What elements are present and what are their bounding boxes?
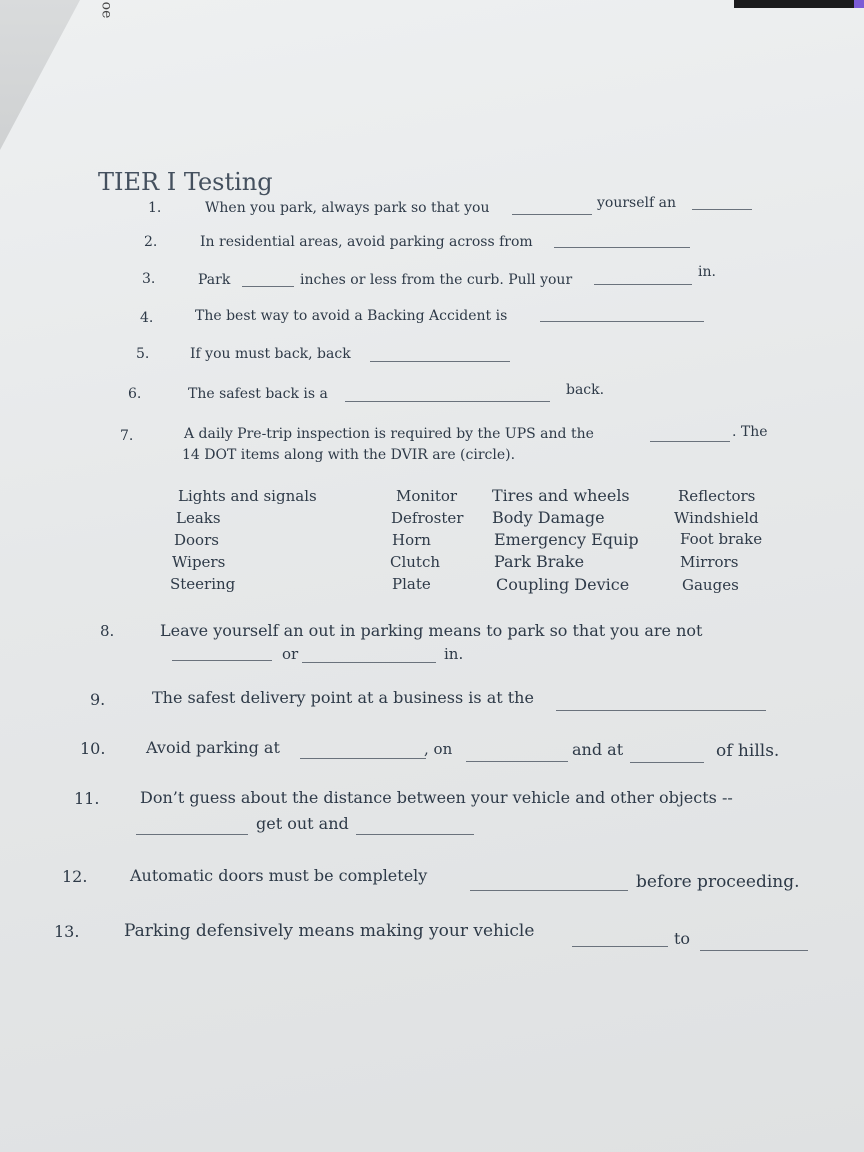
q10-text-a: Avoid parking at [146, 738, 280, 757]
q1-text-b: yourself an [597, 195, 676, 211]
item-defroster: Defroster [391, 509, 464, 527]
q4-blank-1 [540, 321, 704, 322]
q10-number: 10. [80, 739, 106, 758]
item-park-brake: Park Brake [494, 552, 585, 571]
q7-text-a: A daily Pre-trip inspection is required by the UPS and the [184, 426, 594, 442]
q8-text-b: or [282, 645, 299, 663]
q10-blank-3 [630, 762, 704, 763]
q6-text-a: The safest back is a [188, 386, 328, 402]
q11-number: 11. [74, 789, 100, 808]
dark-corner [734, 0, 864, 8]
q13-blank-2 [700, 950, 808, 951]
q3-text-b: inches or less from the curb. Pull your [300, 272, 573, 288]
q12-text-a: Automatic doors must be completely [130, 866, 428, 885]
q13-blank-1 [572, 946, 668, 947]
q10-text-c: and at [572, 740, 624, 759]
item-monitor: Monitor [396, 487, 458, 505]
underlying-page [0, 0, 80, 150]
q7-text-b: . The [732, 424, 768, 440]
q3-text-a: Park [198, 272, 231, 288]
q8-text-a: Leave yourself an out in parking means to park so that you are not [160, 621, 703, 640]
item-steering: Steering [170, 575, 236, 593]
q7-number: 7. [120, 428, 134, 444]
item-wipers: Wipers [172, 553, 226, 571]
q9-text-a: The safest delivery point at a business is at the [152, 688, 534, 707]
page-edge-text: oe [98, 1, 115, 19]
q11-blank-1 [136, 834, 248, 835]
item-doors: Doors [174, 531, 219, 549]
item-emergency-equip: Emergency Equip [494, 530, 639, 549]
item-horn: Horn [392, 531, 431, 549]
q13-text-b: to [674, 929, 691, 948]
q9-number: 9. [90, 690, 106, 709]
q2-number: 2. [144, 234, 158, 250]
item-mirrors: Mirrors [680, 553, 739, 571]
q5-blank-1 [370, 361, 510, 362]
q8-blank-2 [302, 662, 436, 663]
item-tires-and-wheels: Tires and wheels [492, 486, 630, 505]
q4-number: 4. [140, 310, 154, 326]
q2-blank-1 [554, 247, 690, 248]
q11-text-a: Don’t guess about the distance between your vehicle and other objects -- [140, 788, 733, 807]
q13-number: 13. [54, 922, 80, 941]
item-clutch: Clutch [390, 553, 441, 571]
item-leaks: Leaks [176, 509, 221, 527]
q10-blank-2 [466, 761, 568, 762]
q11-blank-2 [356, 834, 474, 835]
q8-blank-1 [172, 660, 272, 661]
q7-text-c: 14 DOT items along with the DVIR are (circle). [182, 447, 516, 463]
q6-number: 6. [128, 386, 142, 402]
item-foot-brake: Foot brake [680, 530, 763, 548]
q10-text-d: of hills. [716, 741, 780, 761]
q5-number: 5. [136, 346, 150, 362]
q1-blank-1 [512, 214, 592, 215]
q2-text-a: In residential areas, avoid parking across from [200, 234, 533, 250]
q12-number: 12. [62, 867, 88, 886]
q3-blank-2 [594, 284, 692, 285]
item-coupling-device: Coupling Device [496, 575, 630, 594]
item-gauges: Gauges [682, 576, 739, 594]
q3-blank-1 [242, 286, 294, 287]
page-title: TIER I Testing [98, 168, 273, 196]
q13-text-a: Parking defensively means making your vehicle [124, 921, 535, 941]
q10-text-b: , on [424, 740, 453, 758]
q1-number: 1. [148, 200, 162, 216]
q1-text-a: When you park, always park so that you [205, 200, 490, 216]
item-windshield: Windshield [674, 509, 759, 527]
q7-blank-1 [650, 441, 730, 442]
q11-text-b: get out and [256, 814, 349, 833]
q12-blank-1 [470, 890, 628, 891]
item-body-damage: Body Damage [492, 508, 605, 527]
q12-text-b: before proceeding. [636, 872, 800, 892]
q5-text-a: If you must back, back [190, 346, 351, 362]
q4-text-a: The best way to avoid a Backing Accident is [195, 308, 508, 324]
q6-blank-1 [345, 401, 550, 402]
q3-text-c: in. [698, 264, 716, 280]
q8-text-c: in. [444, 645, 464, 663]
q1-blank-2 [692, 209, 752, 210]
item-reflectors: Reflectors [678, 487, 756, 505]
item-lights-and-signals: Lights and signals [178, 487, 317, 505]
corner-glow [854, 0, 864, 8]
item-plate: Plate [392, 575, 431, 593]
q10-blank-1 [300, 758, 426, 759]
q9-blank-1 [556, 710, 766, 711]
q6-text-b: back. [566, 382, 605, 398]
q8-number: 8. [100, 622, 115, 640]
q3-number: 3. [142, 271, 156, 287]
